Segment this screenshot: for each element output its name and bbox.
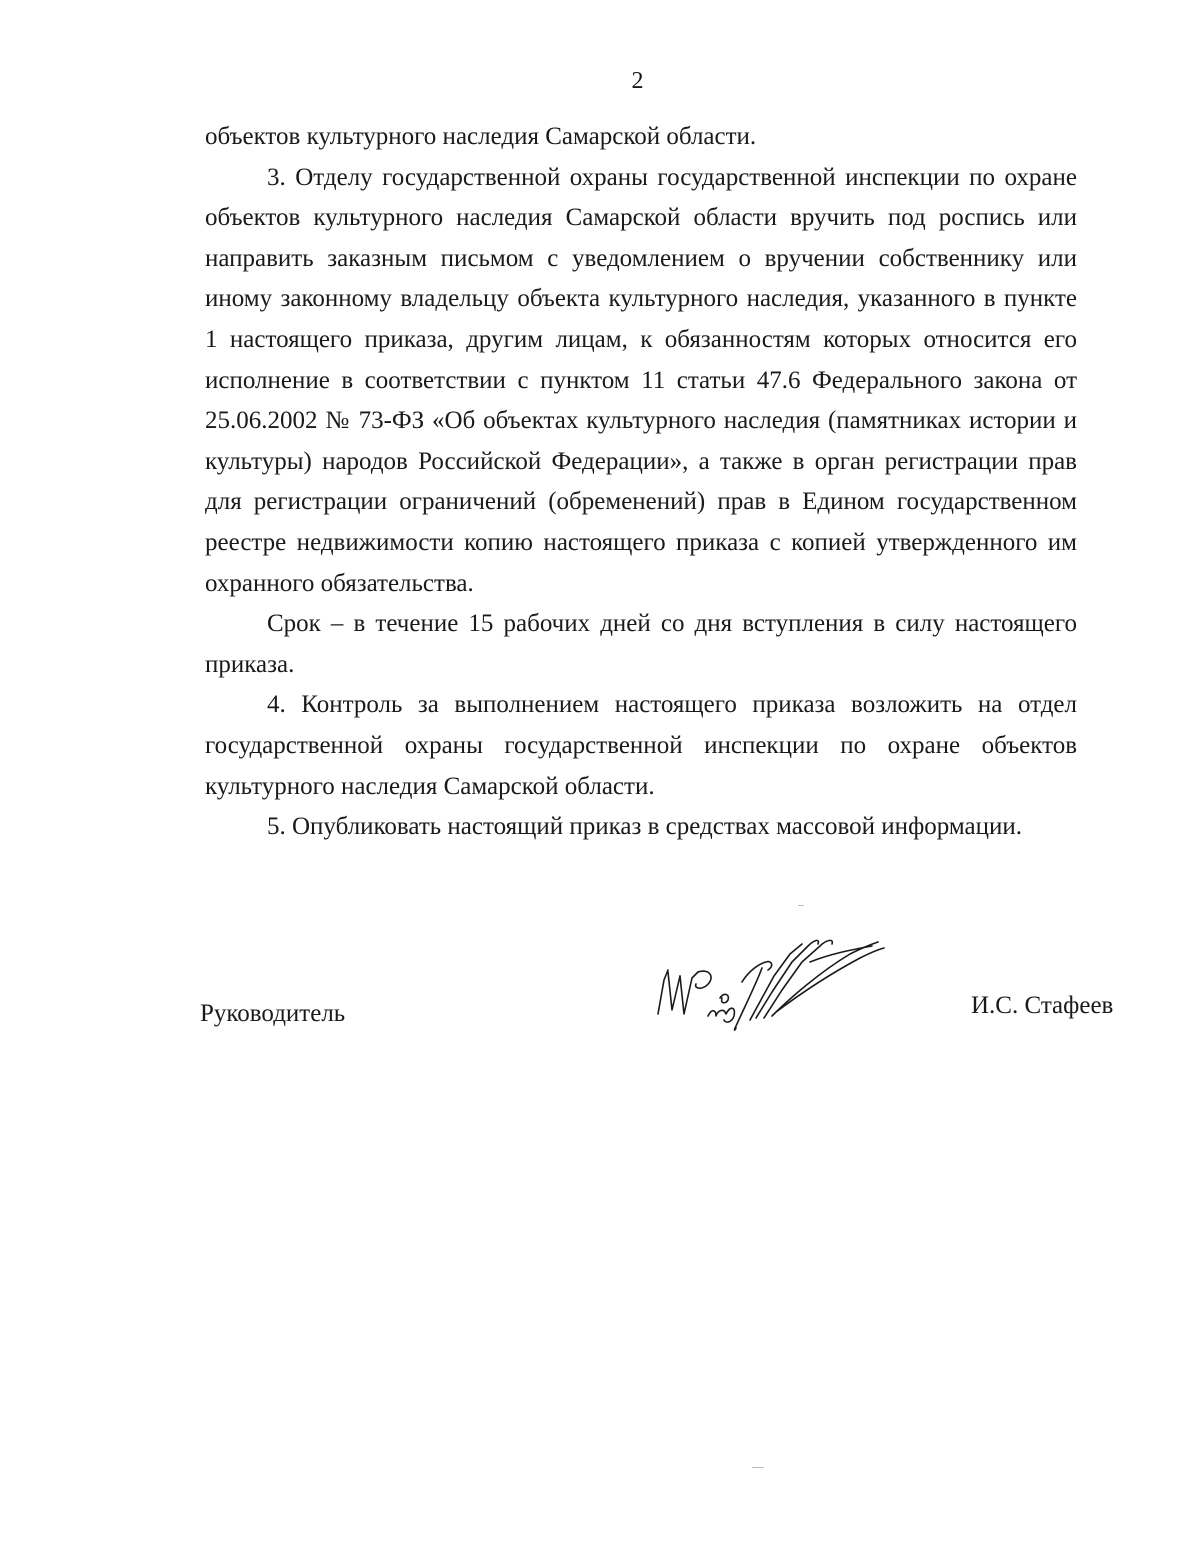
document-body (205, 117, 1077, 848)
signatory-name: И.С. Стафеев (971, 992, 1114, 1019)
signatory-position: Руководитель (200, 1000, 346, 1027)
scan-speck (752, 1467, 764, 1468)
item-5-paragraph: 5. Опубликовать настоящий приказ в средствах массовой информации. (267, 813, 1023, 841)
item-3-paragraph: 3. Отделу государственной охраны государственной инспекции по охране объектов культурного наследия Самарской области вручить под роспись или направить заказным письмом с уведомлением о вручении собственнику или иному законному владельцу объекта культурного наследия, указанного в пункте 1 настоящего приказа, другим лицам, к обязанностям которых относится его исполнение в соответствии с пунктом 11 статьи 47.6 Федерального закона от 25.06.2002 № 73-ФЗ «Об объектах культурного наследия (памятниках истории и культуры) народов Российской Федерации», а также в орган регистрации прав для регистрации ограничений (обременений) прав в Едином государственном реестре недвижимости копию настоящего приказа с копией утвержденного им охранного обязательства. (205, 163, 1077, 597)
signature-block (0, 992, 1200, 1040)
scan-speck (798, 905, 804, 906)
item-4-paragraph: 4. Контроль за выполнением настоящего приказа возложить на отдел государственной охраны государственной инспекции по охране объектов культурного наследия Самарской области. (205, 691, 1077, 800)
continuation-paragraph: объектов культурного наследия Самарской области. (205, 123, 757, 150)
deadline-paragraph: Срок – в течение 15 рабочих дней со дня вступления в силу настоящего приказа. (205, 610, 1077, 678)
page-number: 2 (631, 68, 644, 94)
